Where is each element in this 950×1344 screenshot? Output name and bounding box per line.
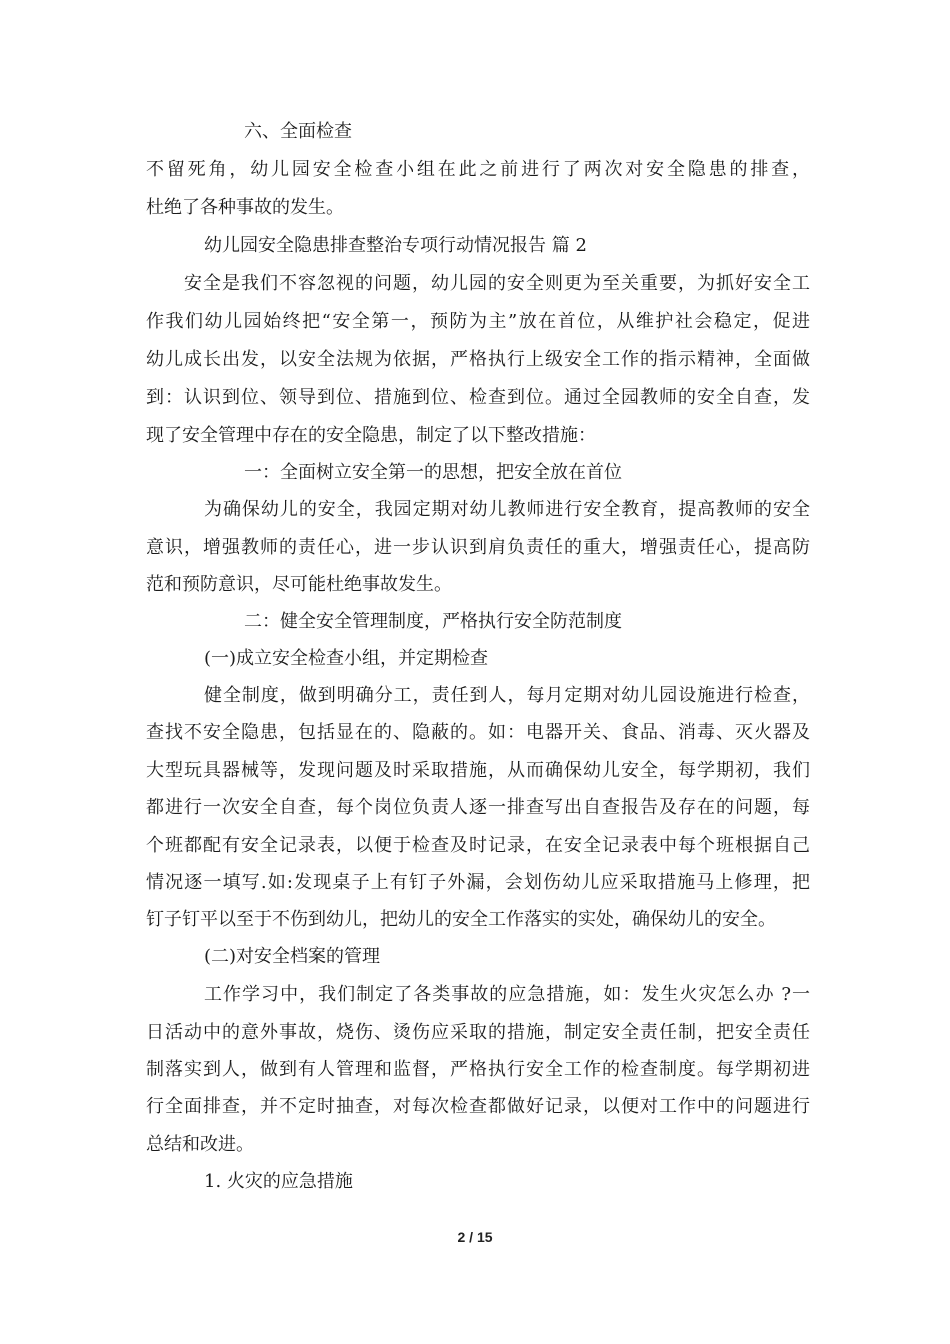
paragraph-line: 意识，增强教师的责任心，进一步认识到肩负责任的重大，增强责任心，提高防 [146, 537, 810, 558]
subsection-heading: 1. 火灾的应急措施 [204, 1171, 353, 1192]
paragraph-line: 查找不安全隐患，包括显在的、隐蔽的。如：电器开关、食品、消毒、灭火器及 [146, 722, 810, 743]
paragraph-line: 个班都配有安全记录表，以便于检查及时记录，在安全记录表中每个班根据自己 [146, 835, 810, 856]
paragraph-line: 幼儿成长出发，以安全法规为依据，严格执行上级安全工作的指示精神，全面做 [146, 349, 810, 370]
paragraph-line: 健全制度，做到明确分工，责任到人，每月定期对幼儿园设施进行检查， [204, 685, 810, 706]
page-number: 2 / 15 [457, 1229, 493, 1245]
section-heading: 六、全面检查 [244, 121, 352, 142]
section-heading: 一：全面树立安全第一的思想，把安全放在首位 [244, 462, 622, 483]
paragraph-line: 为确保幼儿的安全，我园定期对幼儿教师进行安全教育，提高教师的安全 [204, 499, 810, 520]
paragraph-line: 范和预防意识，尽可能杜绝事故发生。 [146, 574, 452, 595]
paragraph-line: 都进行一次安全自查，每个岗位负责人逐一排查写出自查报告及存在的问题，每 [146, 797, 810, 818]
paragraph-line: 现了安全管理中存在的安全隐患，制定了以下整改措施： [146, 425, 596, 446]
paragraph-line: 杜绝了各种事故的发生。 [146, 197, 344, 218]
section-heading: 二：健全安全管理制度，严格执行安全防范制度 [244, 611, 622, 632]
paragraph-line: 总结和改进。 [146, 1134, 254, 1155]
subsection-heading: (一)成立安全检查小组，并定期检查 [204, 648, 489, 669]
paragraph-line: 不留死角，幼儿园安全检查小组在此之前进行了两次对安全隐患的排查， [146, 159, 810, 180]
paragraph-line: 钉子钉平以至于不伤到幼儿，把幼儿的安全工作落实的实处，确保幼儿的安全。 [146, 909, 776, 930]
paragraph-line: 到：认识到位、领导到位、措施到位、检查到位。通过全园教师的安全自查，发 [146, 387, 810, 408]
paragraph-line: 情况逐一填写.如:发现桌子上有钉子外漏，会划伤幼儿应采取措施马上修理，把 [146, 872, 810, 893]
paragraph-line: 大型玩具器械等，发现问题及时采取措施，从而确保幼儿安全，每学期初，我们 [146, 760, 810, 781]
paragraph-line: 工作学习中，我们制定了各类事故的应急措施，如：发生火灾怎么办 ?一 [204, 984, 810, 1005]
report-title: 幼儿园安全隐患排查整治专项行动情况报告 篇 2 [204, 235, 587, 256]
paragraph-line: 日活动中的意外事故，烧伤、烫伤应采取的措施，制定安全责任制，把安全责任 [146, 1022, 810, 1043]
paragraph-line: 行全面排查，并不定时抽查，对每次检查都做好记录，以便对工作中的问题进行 [146, 1096, 810, 1117]
paragraph-line: 作我们幼儿园始终把“安全第一，预防为主”放在首位，从维护社会稳定，促进 [146, 311, 810, 332]
paragraph-line: 安全是我们不容忽视的问题，幼儿园的安全则更为至关重要，为抓好安全工 [184, 273, 810, 294]
subsection-heading: (二)对安全档案的管理 [204, 946, 381, 967]
paragraph-line: 制落实到人，做到有人管理和监督，严格执行安全工作的检查制度。每学期初进 [146, 1059, 810, 1080]
